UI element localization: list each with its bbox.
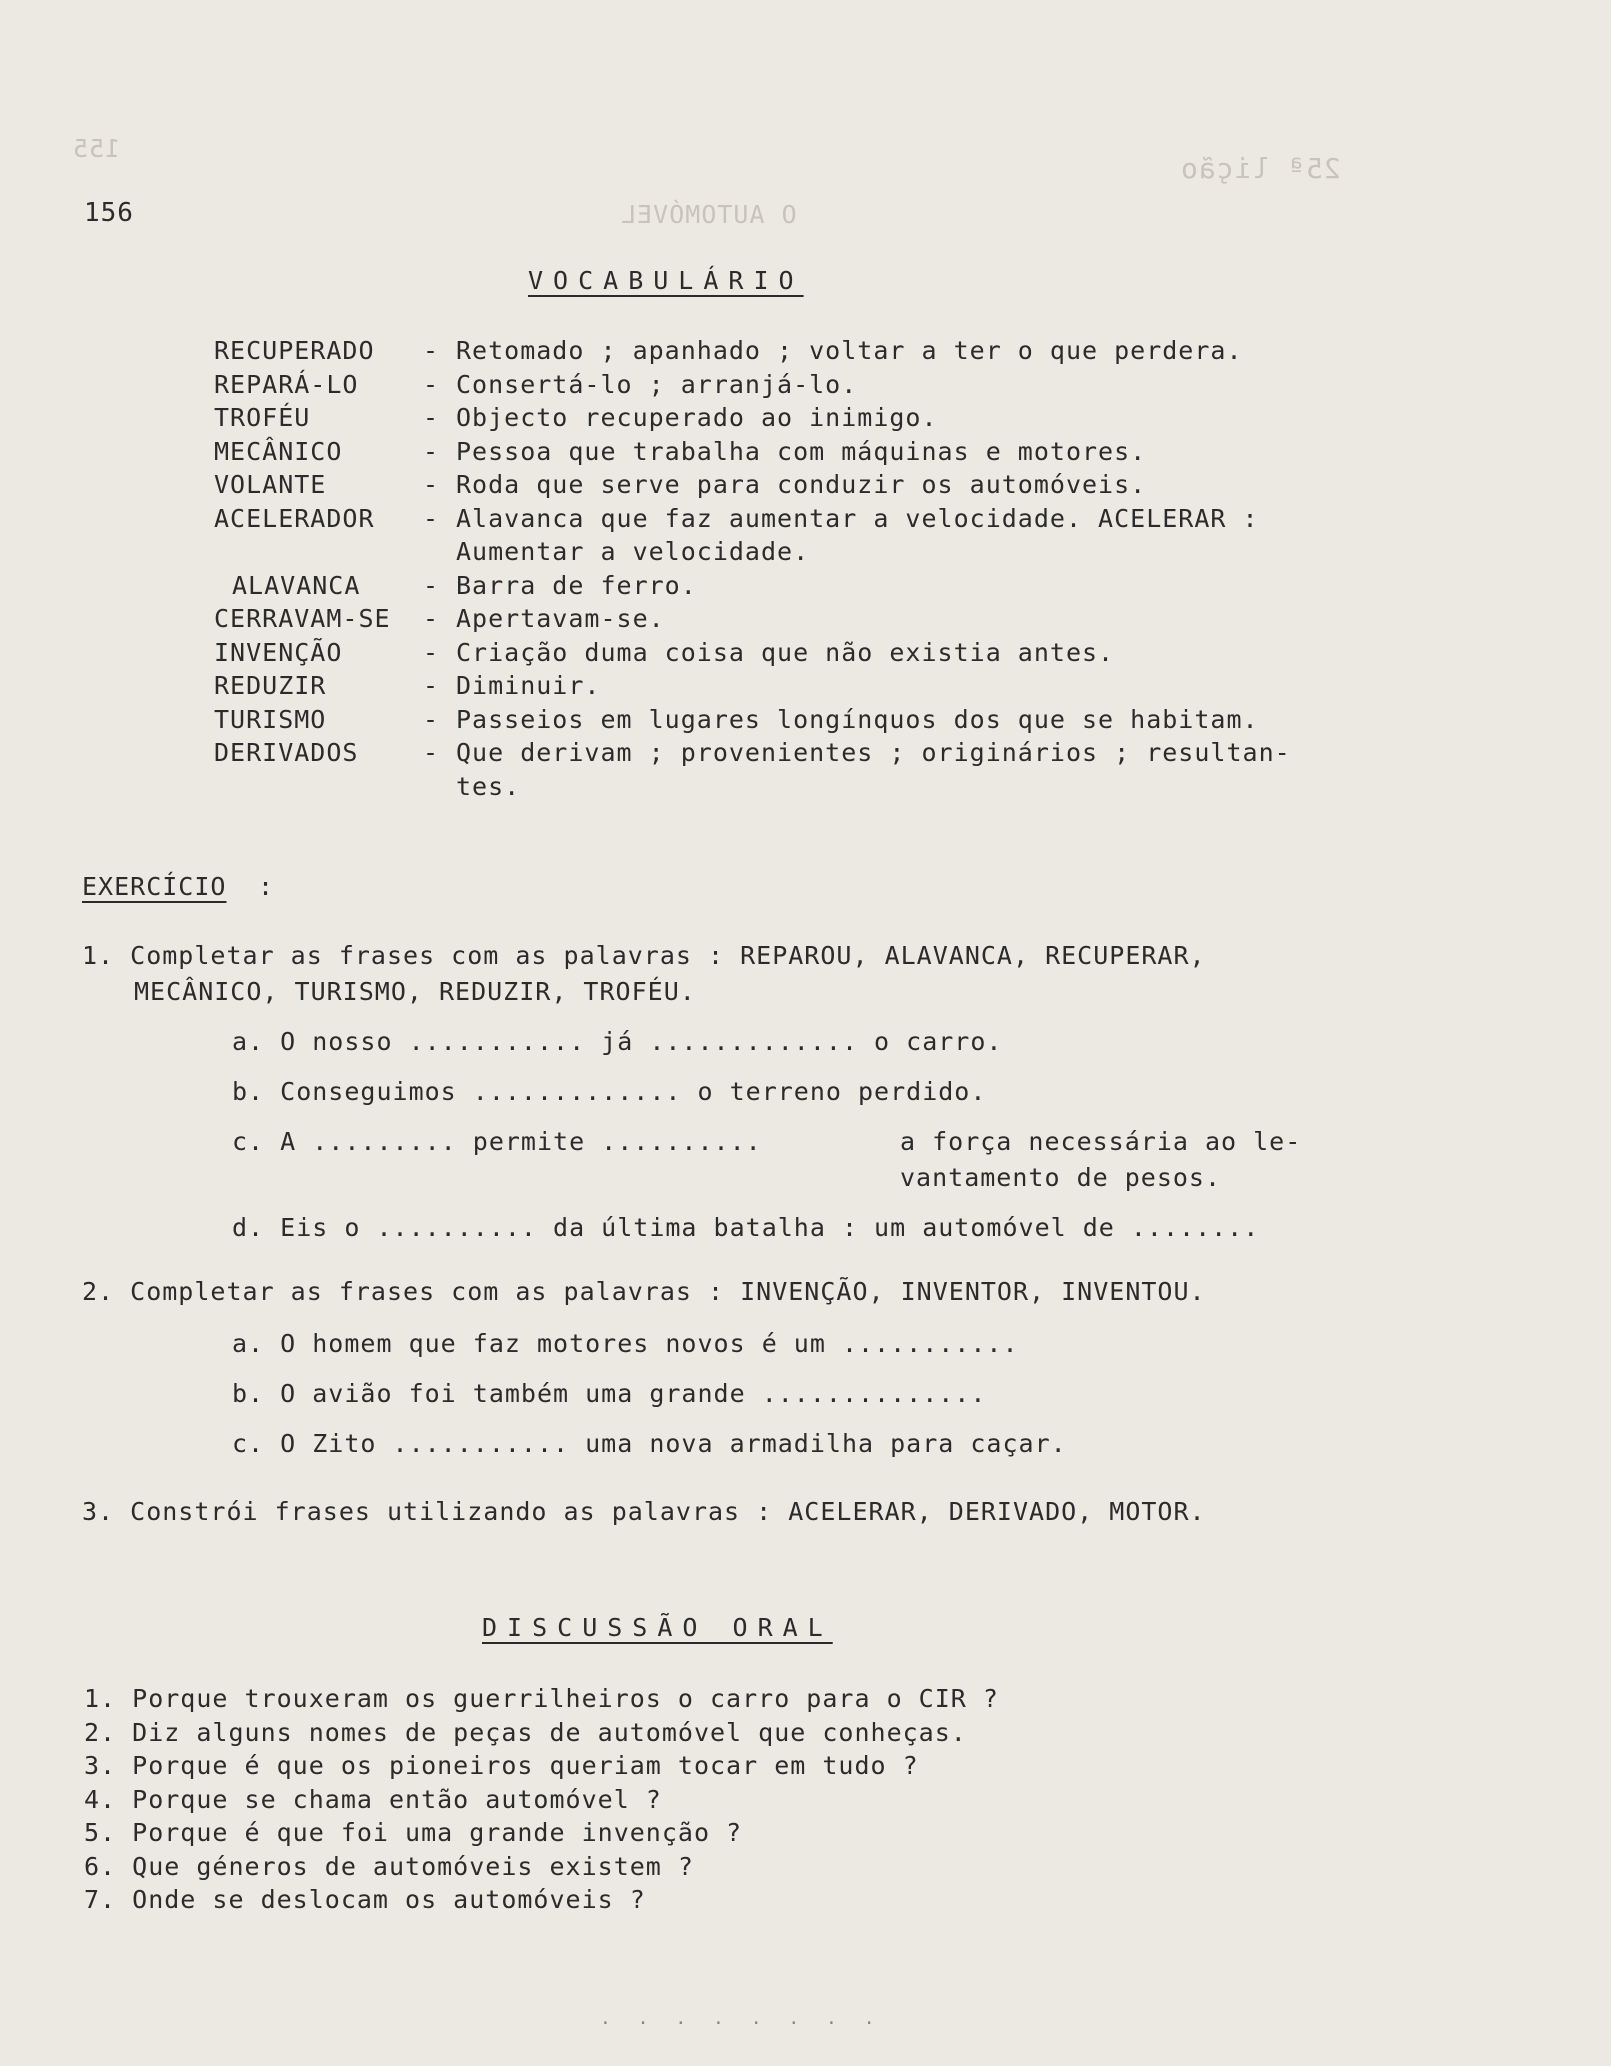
separator-dash: - (422, 738, 440, 767)
separator-dash: - (422, 671, 440, 700)
vocabulary-entry (214, 401, 1354, 435)
vocabulary-entry-continuation (214, 535, 1354, 569)
vocabulary-entry (214, 502, 1354, 536)
exercise-2-item-c: c. O Zito ........... uma nova armadilha para caçar. (232, 1429, 1067, 1458)
vocabulary-definition: Que derivam ; provenientes ; originários ; resultan- (456, 738, 1291, 767)
vocabulary-term (214, 770, 406, 804)
vocabulary-definition: Roda que serve para conduzir os automóveis. (456, 470, 1147, 499)
vocabulary-entry (214, 569, 1354, 603)
vocabulary-term: ALAVANCA (232, 570, 361, 600)
oral-question: 7. Onde se deslocam os automóveis ? (84, 1885, 646, 1914)
exercise-1-line: 1. Completar as frases com as palavras : REPAROU, ALAVANCA, RECUPERAR, (82, 941, 1206, 970)
vocabulary-entry (214, 669, 1354, 703)
vocabulary-definition: Retomado ; apanhado ; voltar a ter o que perdera. (456, 336, 1243, 365)
page-number: 156 (84, 198, 134, 228)
exercise-1-item-c-right: a força necessária ao le-vantamento de pesos. (900, 1127, 1302, 1192)
oral-question: 1. Porque trouxeram os guerrilheiros o carro para o CIR ? (84, 1684, 999, 1713)
exercise-1-item-b: b. Conseguimos ............. o terreno perdido. (232, 1077, 987, 1106)
vocabulary-definition: Criação duma coisa que não existia antes. (456, 637, 1115, 667)
oral-question: 3. Porque é que os pioneiros queriam tocar em tudo ? (84, 1751, 919, 1780)
vocabulary-entry (214, 703, 1354, 737)
bleed-through-text: 25ª lição (1180, 152, 1341, 185)
vocabulary-entry (214, 602, 1354, 636)
vocabulary-term: TROFÉU (214, 403, 311, 432)
vocabulary-entry-continuation (214, 770, 1354, 804)
exercise-1-item-c-left: c. A ......... permite .......... (232, 1127, 762, 1156)
exercise-1-instruction (82, 938, 1342, 1010)
vocabulary-definition: Consertá-lo ; arranjá-lo. (456, 369, 858, 399)
exercise-2-item-a: a. O homem que faz motores novos é um ........... (232, 1329, 1019, 1358)
vocabulary-entry (214, 368, 1354, 402)
separator-dash: - (422, 704, 440, 734)
vocabulary-term: ACELERADOR (214, 503, 375, 533)
exercise-heading-colon: : (258, 872, 275, 901)
vocabulary-title: VOCABULÁRIO (528, 266, 804, 295)
vocabulary-term (214, 535, 406, 569)
separator-dash: - (422, 470, 440, 499)
vocabulary-definition: Objecto recuperado ao inimigo. (456, 403, 938, 432)
vocabulary-entry (214, 636, 1354, 670)
vocabulary-term: MECÂNICO (214, 436, 343, 466)
oral-question: 5. Porque é que foi uma grande invenção ? (84, 1818, 743, 1847)
exercise-heading: EXERCÍCIO (82, 872, 227, 901)
vocabulary-definition: Pessoa que trabalha com máquinas e motores. (456, 436, 1147, 466)
vocabulary-definition: tes. (456, 771, 521, 801)
vocabulary-term: REPARÁ-LO (214, 369, 359, 399)
vocabulary-definition: Aumentar a velocidade. (456, 537, 810, 566)
exercise-2-item-b: b. O avião foi também uma grande .............. (232, 1379, 987, 1408)
vocabulary-definition: Passeios em lugares longínquos dos que se habitam. (456, 704, 1259, 734)
vocabulary-term: VOLANTE (214, 470, 327, 499)
oral-question: 4. Porque se chama então automóvel ? (84, 1784, 662, 1814)
vocabulary-entry (214, 736, 1354, 770)
vocabulary-definition: Diminuir. (456, 671, 601, 700)
vocabulary-definition: Alavanca que faz aumentar a velocidade. ACELERAR : (456, 503, 1259, 533)
oral-discussion-title: DISCUSSÃO ORAL (482, 1613, 833, 1642)
separator-dash: - (422, 436, 440, 466)
separator-dash: - (422, 503, 440, 533)
exercise-3-instruction: 3. Constrói frases utilizando as palavras : ACELERAR, DERIVADO, MOTOR. (82, 1497, 1206, 1526)
separator-dash: - (422, 403, 440, 432)
vocabulary-entry (214, 468, 1354, 502)
oral-question: 2. Diz alguns nomes de peças de automóvel que conheças. (84, 1717, 967, 1747)
exercise-2-instruction: 2. Completar as frases com as palavras : INVENÇÃO, INVENTOR, INVENTOU. (82, 1277, 1206, 1306)
exercise-1-item-c (232, 1124, 1342, 1196)
vocabulary-term: CERRAVAM-SE (214, 604, 391, 633)
vocabulary-term: TURISMO (214, 704, 327, 734)
exercise-1-line: MECÂNICO, TURISMO, REDUZIR, TROFÉU. (134, 977, 696, 1006)
separator-dash: - (422, 637, 440, 667)
separator-dash: - (422, 336, 440, 365)
separator-dash: - (422, 570, 440, 600)
vocabulary-entry (214, 435, 1354, 469)
vocabulary-entry (214, 334, 1354, 368)
vocabulary-term: INVENÇÃO (214, 637, 343, 667)
vocabulary-list (214, 334, 1354, 803)
vocabulary-definition: Barra de ferro. (456, 570, 697, 600)
oral-question: 6. Que géneros de automóveis existem ? (84, 1851, 694, 1881)
vocabulary-definition: Apertavam-se. (456, 604, 665, 633)
vocabulary-term: REDUZIR (214, 671, 327, 700)
bleed-through-text: O AUTOMÓVEL (620, 200, 797, 229)
separator-dash: - (422, 604, 440, 633)
oral-questions-list (84, 1682, 1344, 1917)
exercise-1-item-a: a. O nosso ........... já ............. o carro. (232, 1027, 1003, 1056)
vocabulary-term: RECUPERADO (214, 336, 375, 365)
separator-dash: - (422, 369, 440, 399)
vocabulary-term: DERIVADOS (214, 738, 359, 767)
decorative-dots: . . . . . . . . (600, 2008, 883, 2029)
exercise-1-item-d: d. Eis o .......... da última batalha : um automóvel de ........ (232, 1213, 1260, 1242)
bleed-through-text: 155 (72, 134, 121, 163)
